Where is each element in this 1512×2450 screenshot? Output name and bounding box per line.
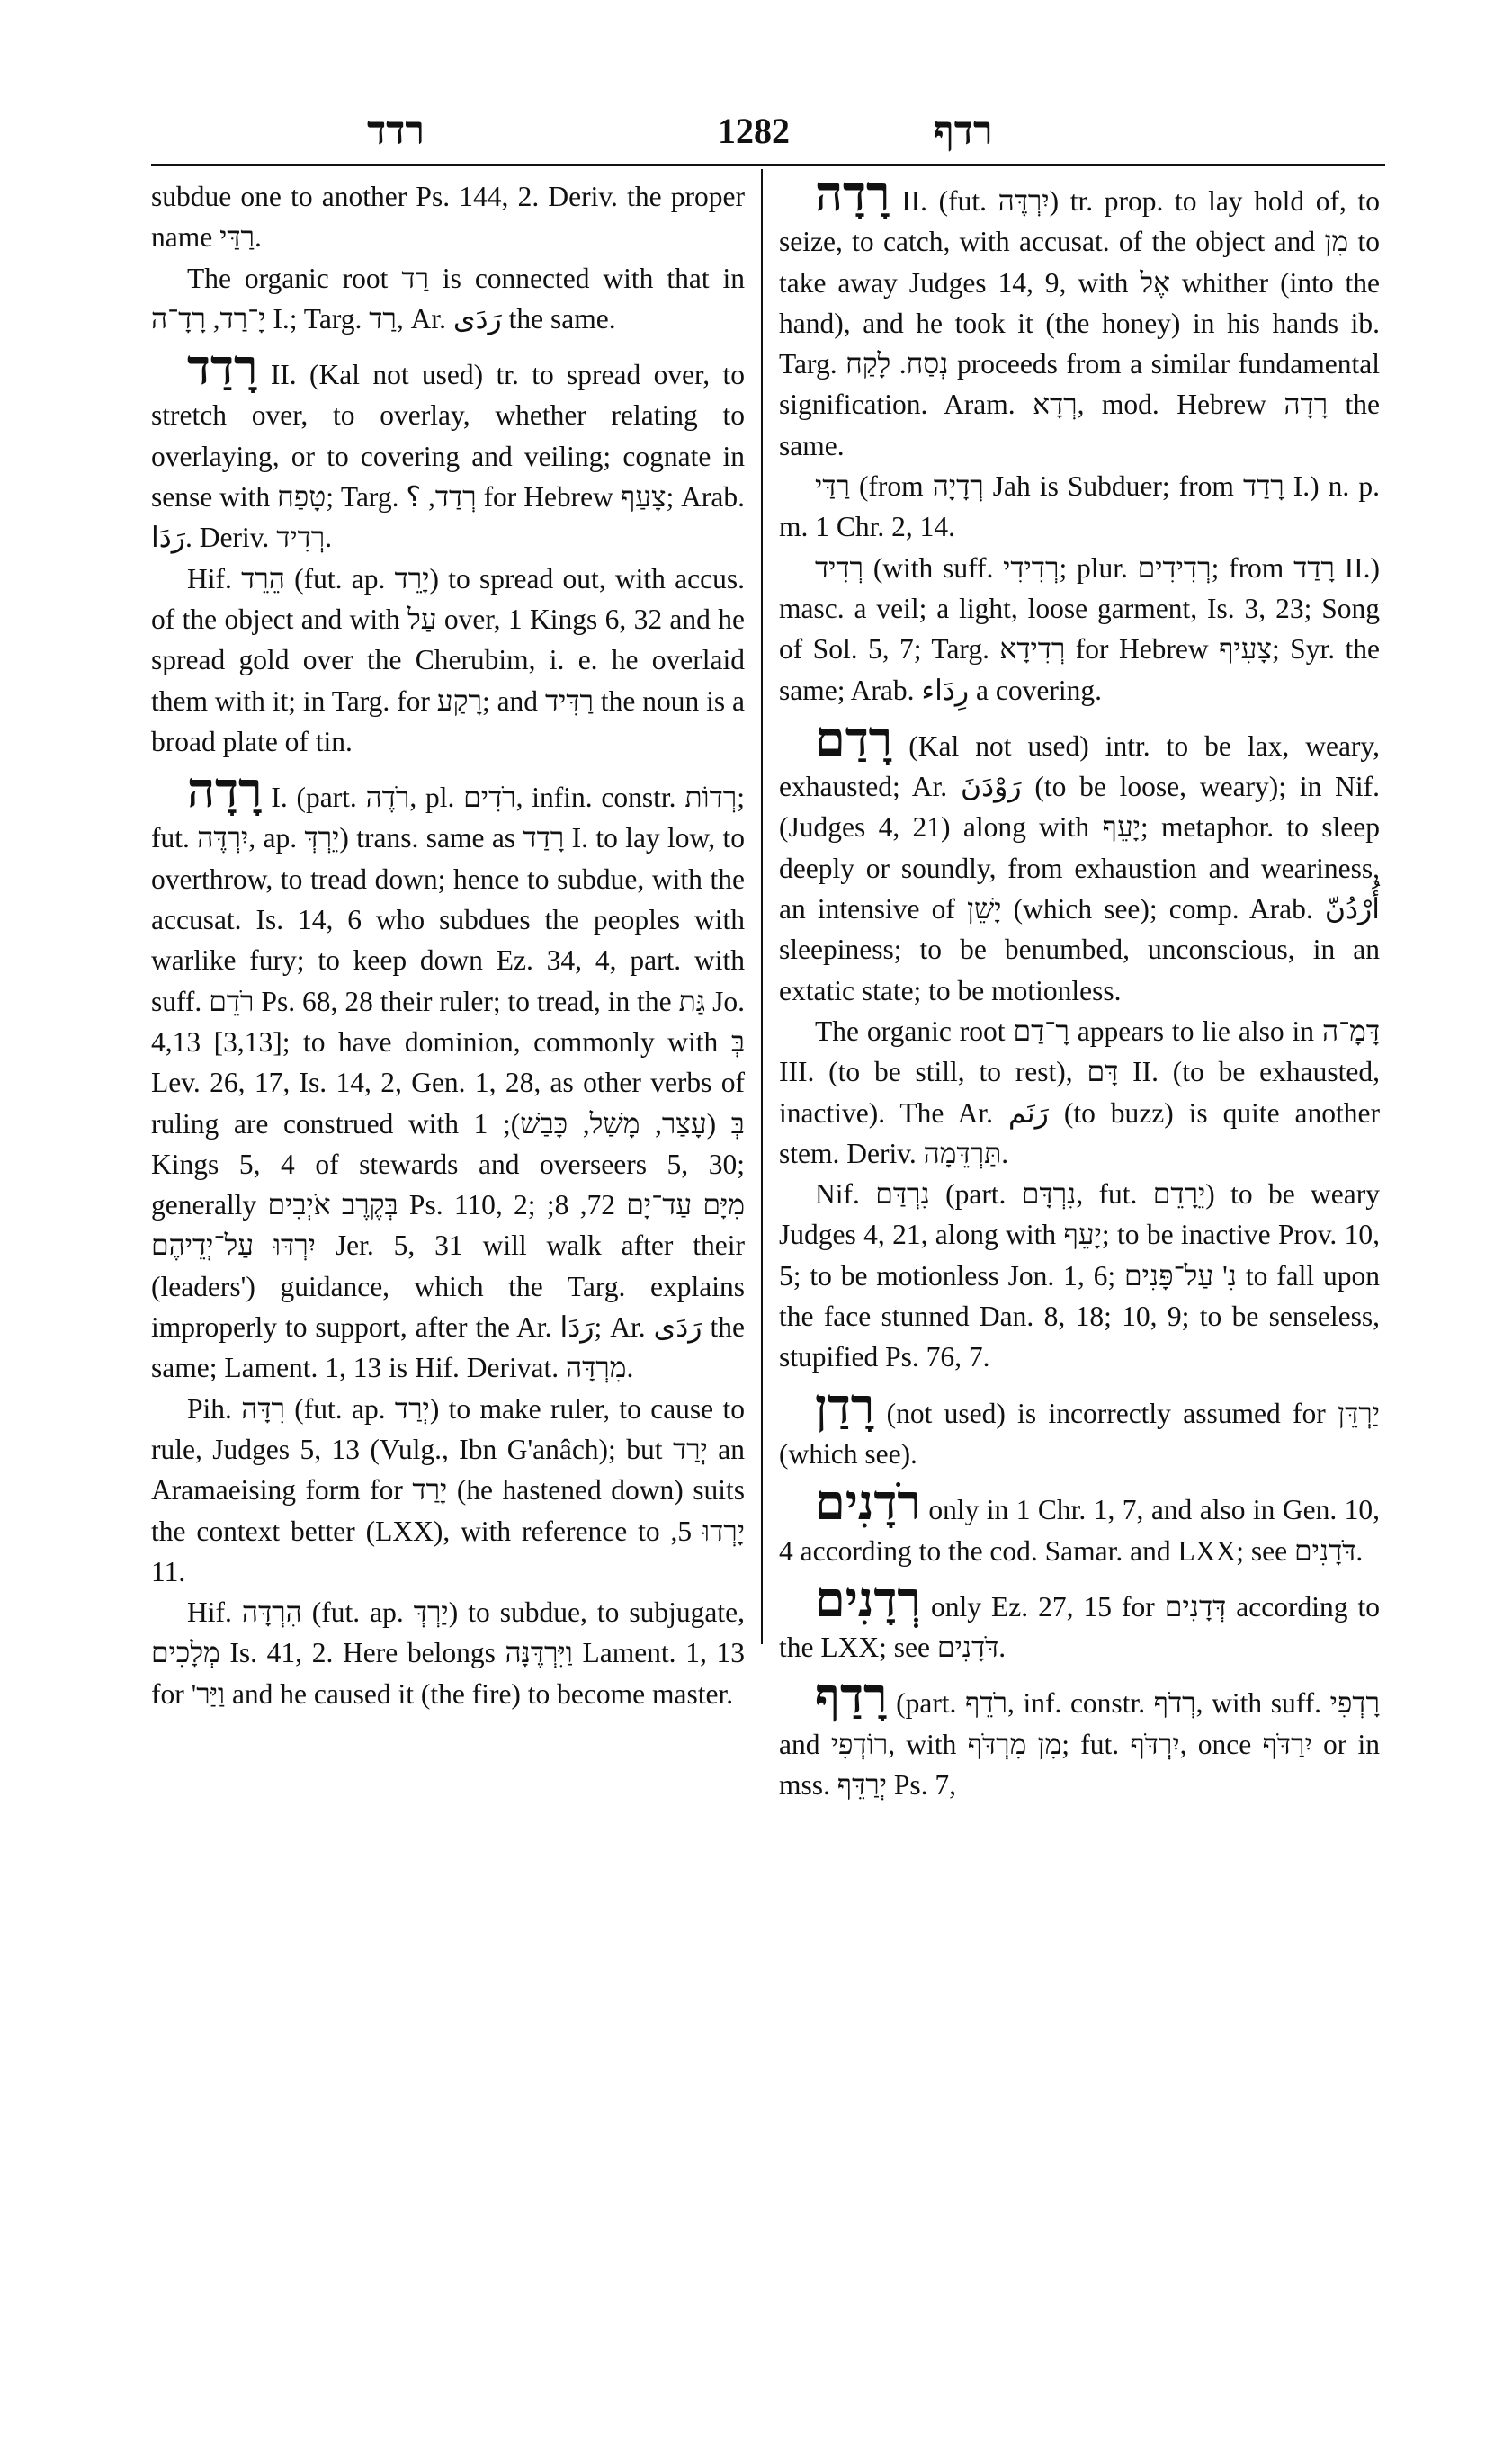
entry-text: (part. רֹדֵף, inf. constr. רְדֹף, with suff. רָדְפִי and רוֹדְפִי, with מִן מִרְדֹּף; fut. יִרְדֹּף, once יִרַדֹּף or in mss. יְרַדֵּף Ps. 7, xyxy=(779,1687,1380,1801)
entry-text: (Kal not used) intr. to be lax, weary, exhausted; Ar. رَوْدَنَ (to be loose, weary); in Nif. (Judges 4, 21) along with יָעֵף; metaphor. to sleep deeply or soundly, from exhaustion and weariness, an intensive of יָשֵׁן (which see); comp. Arab. أُرْدُنّ sleepiness; to be benumbed, unconscious, in an extatic state; to be motionless. xyxy=(779,729,1381,1006)
entry-radah-pih: Pih. רִדָּה (fut. ap. יְרַד) to make ruler, to cause to rule, Judges 5, 13 (Vulg., Ibn G'anâch); but יְרַד an Aramaeising form for יָרַד (he hastened down) suits the context better (LXX), with reference to יָרְדוּ 5, 11. xyxy=(151,1392,746,1587)
entry-text: only in 1 Chr. 1, 7, and also in Gen. 10, 4 according to the cod. Samar. and LXX; see דֹּדָנִים. xyxy=(779,1494,1380,1567)
entry-radad-ii xyxy=(151,341,746,558)
left-column xyxy=(151,176,745,1714)
running-head xyxy=(151,106,1385,160)
lemma-headword: רָדַף xyxy=(815,1669,888,1724)
entry-radai: רַדַּי (from רְדָיָה Jah is Subduer; from רָדַד I.) n. p. m. 1 Chr. 2, 14. xyxy=(779,470,1380,543)
entry-text: II. (fut. יִרְדֶּה) tr. prop. to lay hold of, to seize, to catch, with accusat. of the object and מִן to take away Judges 14, 9, with אֶל whither (into the hand), and he took it (the honey) in his hands ib. Targ. נְסַח. לָקַח proceeds from a similar fundamental signification. Aram. רְדָא, mod. Hebrew רָדָה the same. xyxy=(779,185,1381,461)
entry-organic-root: The organic root רַד is connected with that in יָ־רַד, רָדָ־ה I.; Targ. רַד, Ar. رَدَى the same. xyxy=(151,262,745,335)
entry-radam-root: The organic root רָ־דַם appears to lie also in דָּמָ־ה III. (to be still, to rest), דָּם II. (to be exhausted, inactive). The Ar. رَنَم (to buzz) is quite another stem. Deriv. תַּרְדֵּמָה. xyxy=(779,1015,1381,1169)
header-right-word: רדף xyxy=(934,109,993,153)
entry-text: only Ez. 27, 15 for דְּדָנִים according to the LXX; see דֹּדָנִים. xyxy=(779,1590,1381,1664)
lemma-headword: רָדָה xyxy=(187,764,263,818)
lemma-headword: רָדַן xyxy=(815,1379,875,1434)
entry-radah-ii xyxy=(779,167,1381,466)
header-left-word: רדד xyxy=(367,109,425,153)
entry-radan xyxy=(779,1379,1380,1475)
page-number: 1282 xyxy=(718,111,790,151)
entry-text: II. (Kal not used) tr. to spread over, to stretch over, to overlay, whether relating to overlaying, or to covering and veiling; cognate in sense with טָפַח; Targ. רְדַד, ؟ for Hebrew צָעַף; Arab. رَدَا. Deriv. רְדִיד. xyxy=(151,359,746,554)
right-column xyxy=(779,167,1381,1805)
column-divider xyxy=(761,169,763,1644)
entry-text: (not used) is incorrectly assumed for יַרְדֵּן (which see). xyxy=(779,1397,1380,1470)
lemma-headword: רֹדָנִים xyxy=(815,1476,921,1531)
lemma-headword: רָדַד xyxy=(187,341,258,396)
lemma-headword: רָדַם xyxy=(815,711,893,766)
entry-radam xyxy=(779,711,1381,1011)
lemma-headword: רְדָנִים xyxy=(815,1572,921,1627)
lemma-headword: רָדָה xyxy=(815,167,890,221)
entry-continuation: subdue one to another Ps. 144, 2. Deriv. the proper name רַדַּי. xyxy=(151,181,745,254)
entry-rodanim-2 xyxy=(779,1572,1381,1668)
entry-radid: רְדִיד (with suff. רְדִידִי; plur. רְדִידִים; from רָדַד II.) masc. a veil; a light, loose garment, Is. 3, 23; Song of Sol. 5, 7; Targ. רְדִידָא for Hebrew צָעִיף; Syr. the same; Arab. رِدَاء a covering. xyxy=(779,551,1380,706)
header-rule xyxy=(151,164,1385,166)
entry-radad-hif: Hif. הֵרֵד (fut. ap. יָרֵד) to spread out, with accus. of the object and with עַל over, 1 Kings 6, 32 and he spread gold over the Cherubim, i. e. he overlaid them with it; in Targ. for רָקַע; and רַדִּיד the noun is a broad plate of tin. xyxy=(151,562,746,757)
entry-radah-hif: Hif. הִרְדָּה (fut. ap. יַרְדְּ) to subdue, to subjugate, מְלָכִים Is. 41, 2. Here belongs וַיִּרְדֶּנָּה Lament. 1, 13 for 'וַיַּר and he caused it (the fire) to become master. xyxy=(151,1596,745,1710)
entry-rodanim-1 xyxy=(779,1476,1380,1571)
entry-radaf xyxy=(779,1669,1380,1805)
entry-radah-i xyxy=(151,764,746,1388)
entry-text: I. (part. רֹדֶה, pl. רֹדִים, infin. constr. רְדוֹת; fut. יִרְדֶּה, ap. יֵרְדְּ) trans. same as רָדַד I. to lay low, to overthrow, to tread down; hence to subdue, with the accusat. Is. 14, 6 who subdues the peoples with warlike fury; to keep down Ez. 34, 4, part. with suff. רֹדֵם Ps. 68, 28 their ruler; to tread, in the גַּת Jo. 4,13 [3,13]; to have dominion, commonly with בְּ Lev. 26, 17, Is. 14, 2, Gen. 1, 28, as other verbs of ruling are construed with בְּ (עָצַר, מָשַׁל, כָּבַשׁ); 1 Kings 5, 4 of stewards and overseers 5, 30; generally בְּקֶרֶב אֹיְבִים Ps. 110, 2; מִיָּם עַד־יָם 72, 8; יִרְדּוּ עַל־יְדֵיהֶם Jer. 5, 31 will walk after their (leaders') guidance, which the Targ. explains improperly to support, after the Ar. رَدَا; Ar. رَدَى the same; Lament. 1, 13 is Hif. Derivat. מִרְדָּה. xyxy=(151,782,746,1384)
entry-radam-nif: Nif. נִרְדַּם (part. נִרְדָּם, fut. יֵרָדֵם) to be weary Judges 4, 21, along with יָעֵף; to be inactive Prov. 10, 5; to be motionless Jon. 1, 6; נִ' עַל־פָּנִים to fall upon the face stunned Dan. 8, 18; 10, 9; to be senseless, stupified Ps. 76, 7. xyxy=(779,1178,1381,1373)
